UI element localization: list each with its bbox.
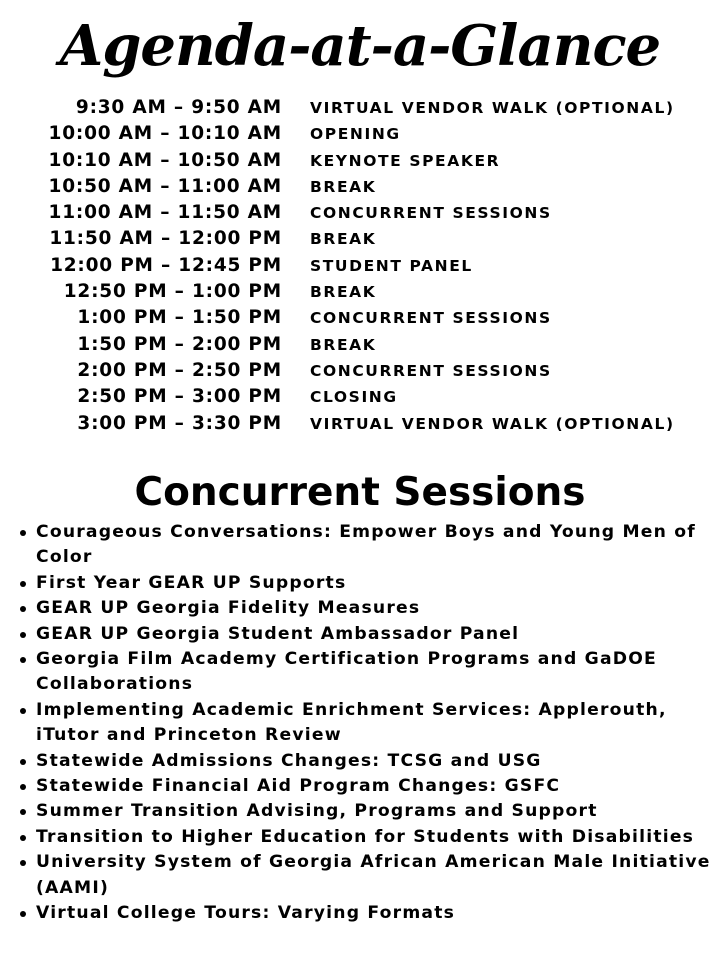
agenda-event: STUDENT PANEL	[310, 256, 473, 275]
list-item	[18, 520, 718, 571]
list-item	[18, 596, 718, 621]
session-title: First Year GEAR UP Supports	[36, 572, 347, 593]
session-title: Statewide Financial Aid Program Changes: GSFC	[36, 776, 561, 797]
list-item	[18, 774, 718, 799]
page-title: Agenda-at-a-Glance	[59, 13, 661, 79]
agenda-event: CONCURRENT SESSIONS	[310, 309, 552, 328]
bullet-icon	[20, 530, 26, 536]
agenda-time: 12:00 PM – 12:45 PM	[50, 254, 282, 276]
agenda-event: CLOSING	[310, 388, 398, 407]
agenda-row	[0, 332, 720, 358]
list-item	[18, 749, 718, 774]
list-item	[18, 571, 718, 596]
list-item	[18, 799, 718, 824]
bullet-icon	[20, 632, 26, 638]
agenda-row	[0, 358, 720, 384]
list-item	[18, 850, 718, 901]
bullet-icon	[20, 657, 26, 663]
agenda-row	[0, 148, 720, 174]
session-title: Summer Transition Advising, Programs and Support	[36, 801, 598, 822]
bullet-icon	[20, 759, 26, 765]
bullet-icon	[20, 784, 26, 790]
agenda-row	[0, 200, 720, 226]
agenda-event: BREAK	[310, 283, 377, 302]
list-item	[18, 622, 718, 647]
session-title: Courageous Conversations: Empower Boys and Young Men of Color	[36, 522, 696, 568]
agenda-row	[0, 411, 720, 437]
list-item	[18, 825, 718, 850]
agenda-event: BREAK	[310, 335, 377, 354]
agenda-time: 2:50 PM – 3:00 PM	[77, 386, 282, 408]
agenda-row	[0, 305, 720, 331]
sessions-heading: Concurrent Sessions	[134, 470, 586, 515]
agenda-row	[0, 226, 720, 252]
agenda-row	[0, 384, 720, 410]
bullet-icon	[20, 860, 26, 866]
agenda-event: BREAK	[310, 230, 377, 249]
agenda-row	[0, 279, 720, 305]
session-title: University System of Georgia African American Male Initiative (AAMI)	[36, 852, 711, 898]
list-item	[18, 901, 718, 926]
session-title: Virtual College Tours: Varying Formats	[36, 903, 456, 924]
agenda-table	[0, 95, 720, 437]
bullet-icon	[20, 606, 26, 612]
agenda-event: BREAK	[310, 177, 377, 196]
agenda-event: KEYNOTE SPEAKER	[310, 151, 501, 170]
agenda-time: 11:00 AM – 11:50 AM	[48, 202, 282, 224]
agenda-time: 10:50 AM – 11:00 AM	[48, 175, 282, 197]
list-item	[18, 698, 718, 749]
session-title: Implementing Academic Enrichment Services: Applerouth, iTutor and Princeton Review	[36, 699, 667, 746]
agenda-row	[0, 95, 720, 121]
agenda-event: OPENING	[310, 125, 401, 144]
session-title: GEAR UP Georgia Student Ambassador Panel	[36, 623, 520, 644]
agenda-time: 10:00 AM – 10:10 AM	[48, 123, 282, 145]
bullet-icon	[20, 809, 26, 815]
session-title: Transition to Higher Education for Students with Disabilities	[36, 826, 695, 847]
agenda-time: 1:00 PM – 1:50 PM	[77, 307, 282, 329]
bullet-icon	[20, 581, 26, 587]
agenda-time: 2:00 PM – 2:50 PM	[77, 359, 282, 381]
session-title: Statewide Admissions Changes: TCSG and USG	[36, 750, 542, 771]
agenda-time: 3:00 PM – 3:30 PM	[77, 412, 282, 434]
agenda-event: CONCURRENT SESSIONS	[310, 361, 552, 380]
agenda-row	[0, 174, 720, 200]
agenda-event: CONCURRENT SESSIONS	[310, 204, 552, 223]
sessions-list	[18, 520, 718, 927]
bullet-icon	[20, 708, 26, 714]
session-title: GEAR UP Georgia Fidelity Measures	[36, 598, 421, 619]
agenda-time: 12:50 PM – 1:00 PM	[63, 281, 282, 303]
agenda-time: 11:50 AM – 12:00 PM	[49, 228, 282, 250]
agenda-row	[0, 121, 720, 147]
agenda-time: 10:10 AM – 10:50 AM	[48, 149, 282, 171]
session-title: Georgia Film Academy Certification Programs and GaDOE Collaborations	[36, 649, 657, 695]
list-item	[18, 647, 718, 698]
agenda-time: 1:50 PM – 2:00 PM	[77, 333, 282, 355]
bullet-icon	[20, 911, 26, 917]
agenda-event: VIRTUAL VENDOR WALK (OPTIONAL)	[310, 99, 675, 117]
bullet-icon	[20, 835, 26, 841]
agenda-row	[0, 253, 720, 279]
agenda-time: 9:30 AM – 9:50 AM	[75, 97, 282, 118]
agenda-event: VIRTUAL VENDOR WALK (OPTIONAL)	[310, 414, 675, 433]
